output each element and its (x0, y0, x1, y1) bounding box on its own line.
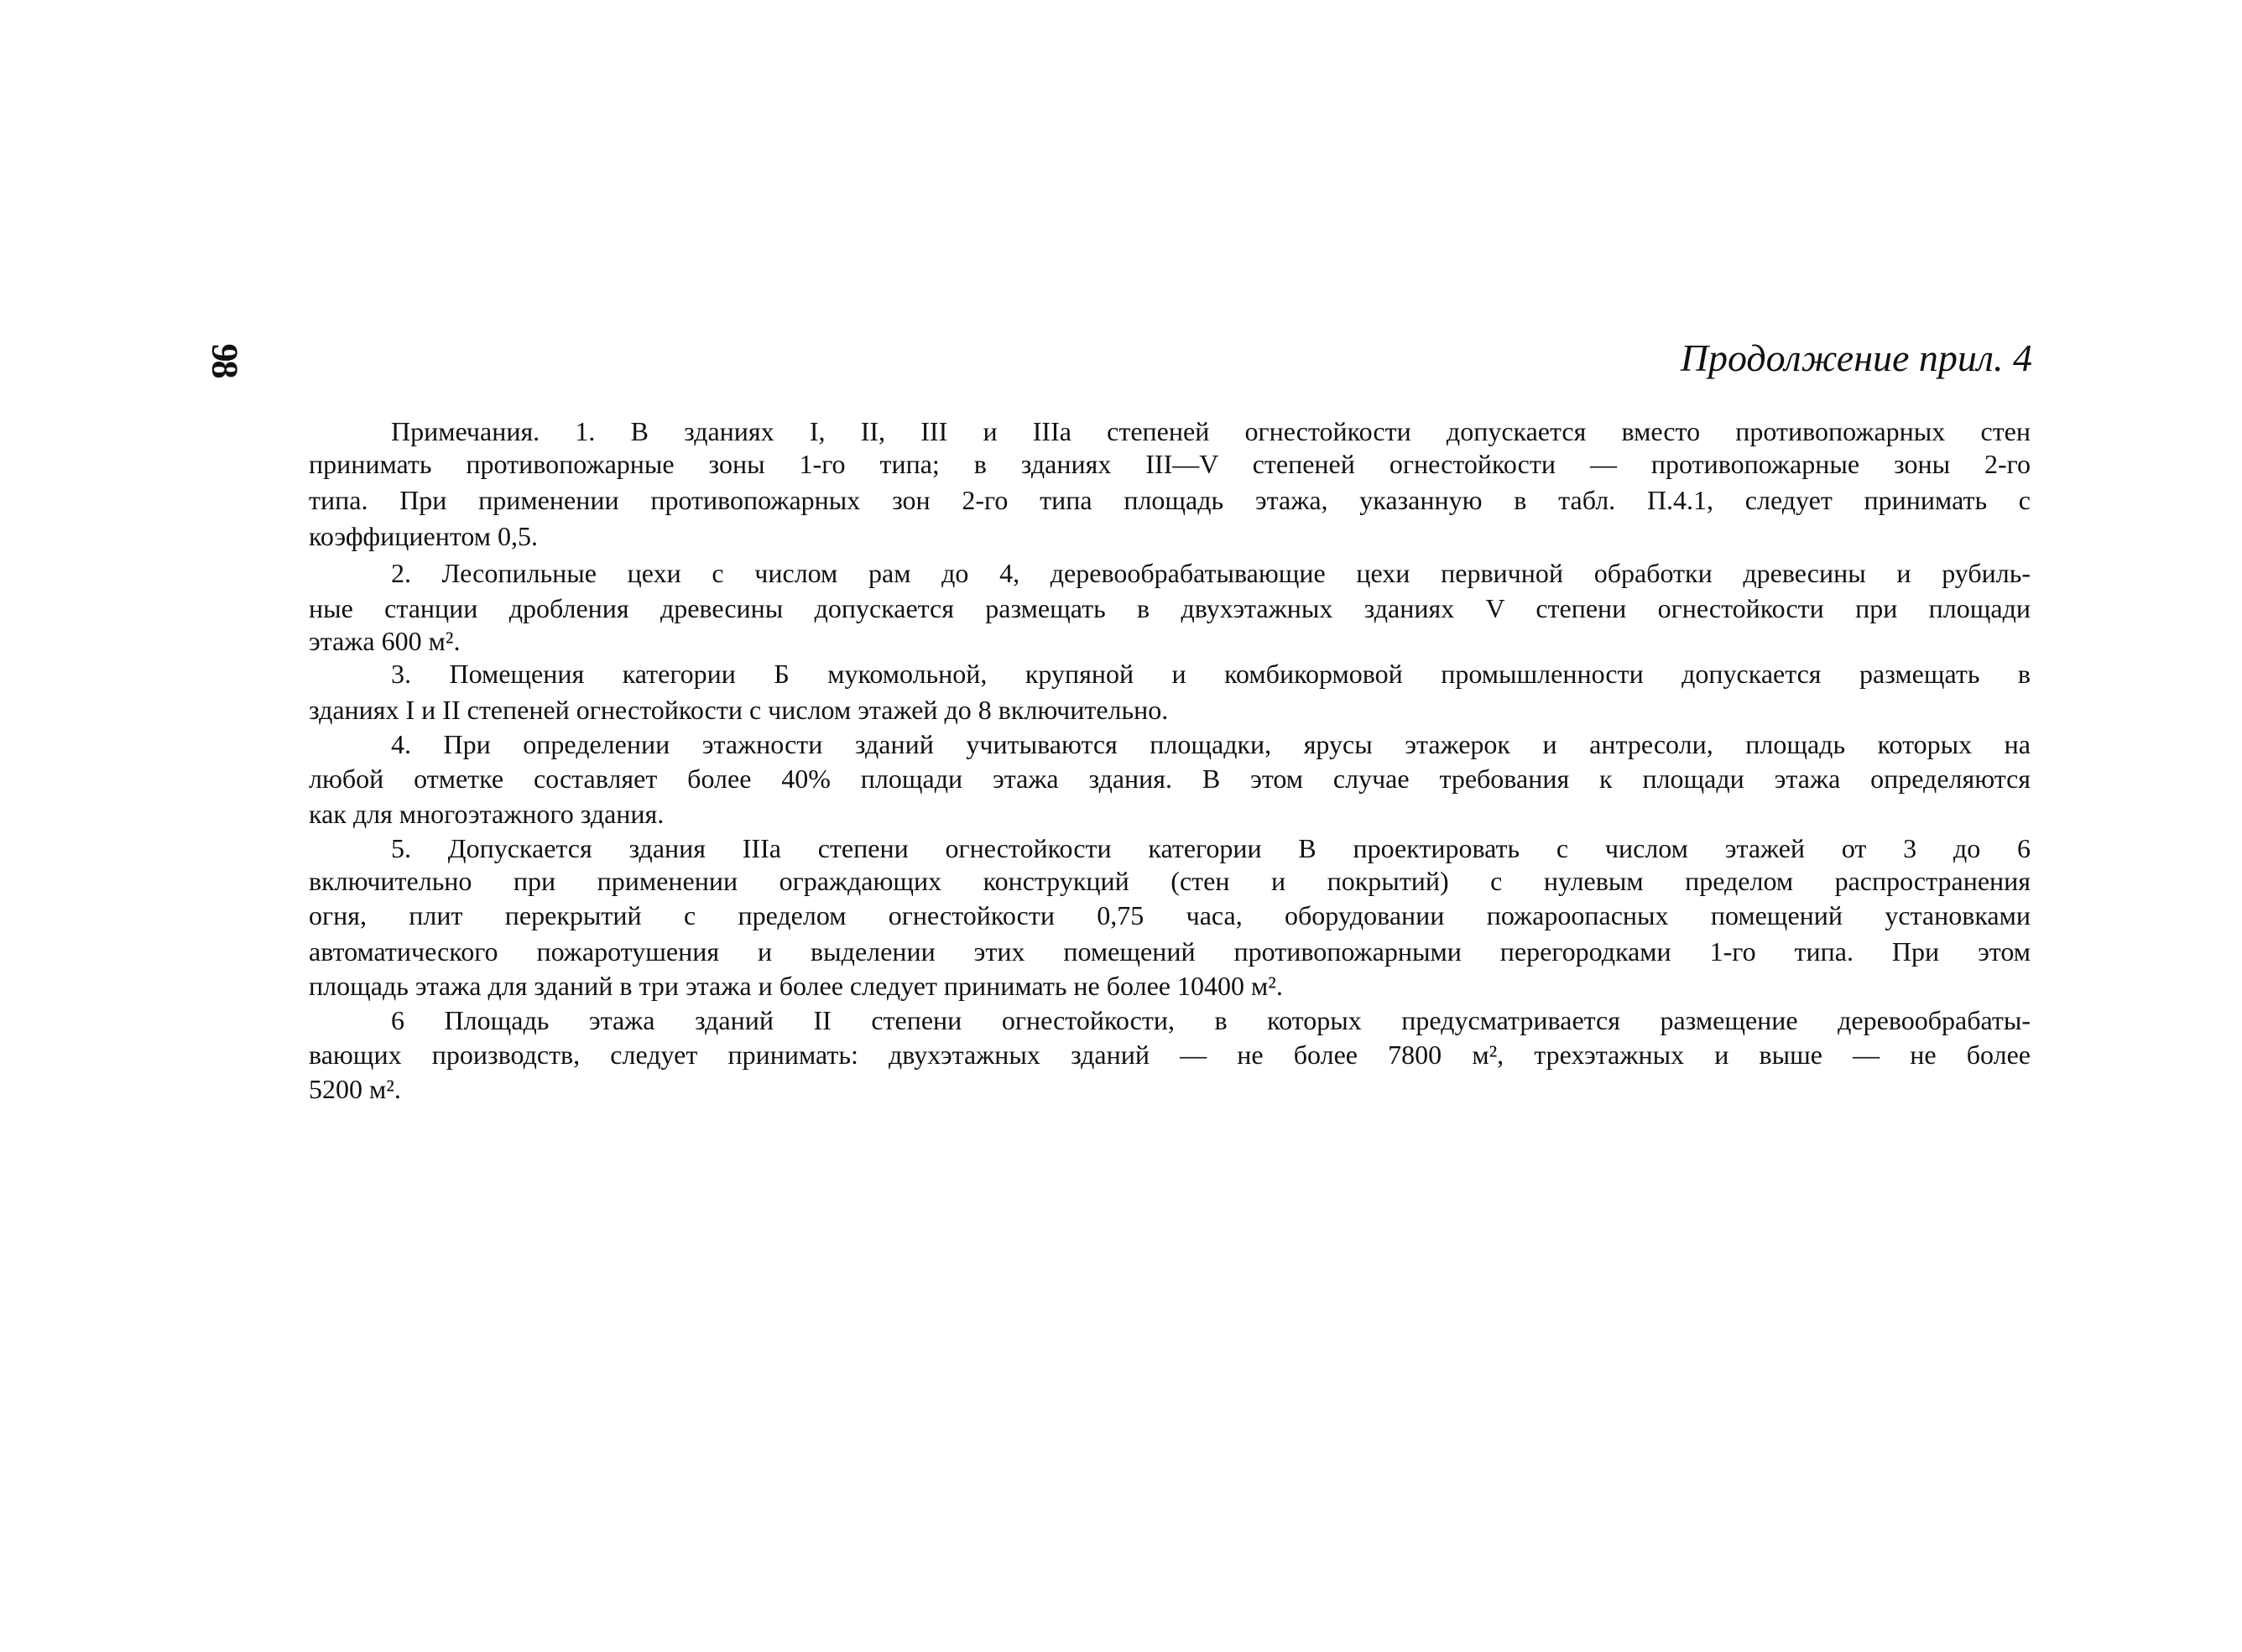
note-5-line: огня, плит перекрытий с пределом огнестойкости 0,75 часа, оборудовании пожароопасных помещений установками (309, 900, 2031, 930)
note-2-line: ные станции дробления древесины допускается размещать в двухэтажных зданиях V степени огнестойкости при площади (309, 593, 2031, 623)
note-4-line: 4. При определении этажности зданий учитываются площадки, ярусы этажерок и антресоли, площадь которых на (391, 729, 2031, 759)
note-5-line: автоматического пожаротушения и выделении этих помещений противопожарными перегородками 1-го типа. При этом (309, 936, 2031, 967)
note-4-line: любой отметке составляет более 40% площади этажа здания. В этом случае требования к площади этажа определяются (309, 763, 2031, 794)
note-6-line: 6 Площадь этажа зданий II степени огнестойкости, в которых предусматривается размещение деревообрабаты- (391, 1005, 2031, 1035)
note-4-line: как для многоэтажного здания. (309, 799, 665, 829)
note-6-line: вающих производств, следует принимать: двухэтажных зданий — не более 7800 м², трехэтажных и выше — не более (309, 1040, 2031, 1070)
page-heading: Продолжение прил. 4 (1680, 336, 2032, 379)
note-2-line: этажа 600 м². (309, 626, 461, 656)
note-1-line: принимать противопожарные зоны 1-го типа; в зданиях III—V степеней огнестойкости — противопожарные зоны 2-го (309, 449, 2031, 479)
note-5-line: 5. Допускается здания IIIa степени огнестойкости категории В проектировать с числом этажей от 3 до 6 (391, 833, 2031, 863)
note-3-line: зданиях I и II степеней огнестойкости с числом этажей до 8 включительно. (309, 695, 1169, 725)
note-1-line: коэффициентом 0,5. (309, 521, 539, 551)
page-number: 98 (204, 343, 246, 378)
note-1-line: типа. При применении противопожарных зон 2-го типа площадь этажа, указанную в табл. П.4.1, следует принимать с (309, 485, 2031, 515)
note-6-line: 5200 м². (309, 1074, 401, 1104)
note-5-line: площадь этажа для зданий в три этажа и более следует принимать не более 10400 м². (309, 971, 1283, 1001)
note-1-line: Примечания. 1. В зданиях I, II, III и IIIa степеней огнестойкости допускается вместо противопожарных стен (391, 416, 2031, 446)
note-3-line: 3. Помещения категории Б мукомольной, крупяной и комбикормовой промышленности допускается размещать в (391, 659, 2031, 689)
note-2-line: 2. Лесопильные цехи с числом рам до 4, деревообрабатывающие цехи первичной обработки древесины и рубиль- (391, 558, 2031, 588)
note-5-line: включительно при применении ограждающих конструкций (стен и покрытий) с нулевым пределом распространения (309, 866, 2031, 896)
